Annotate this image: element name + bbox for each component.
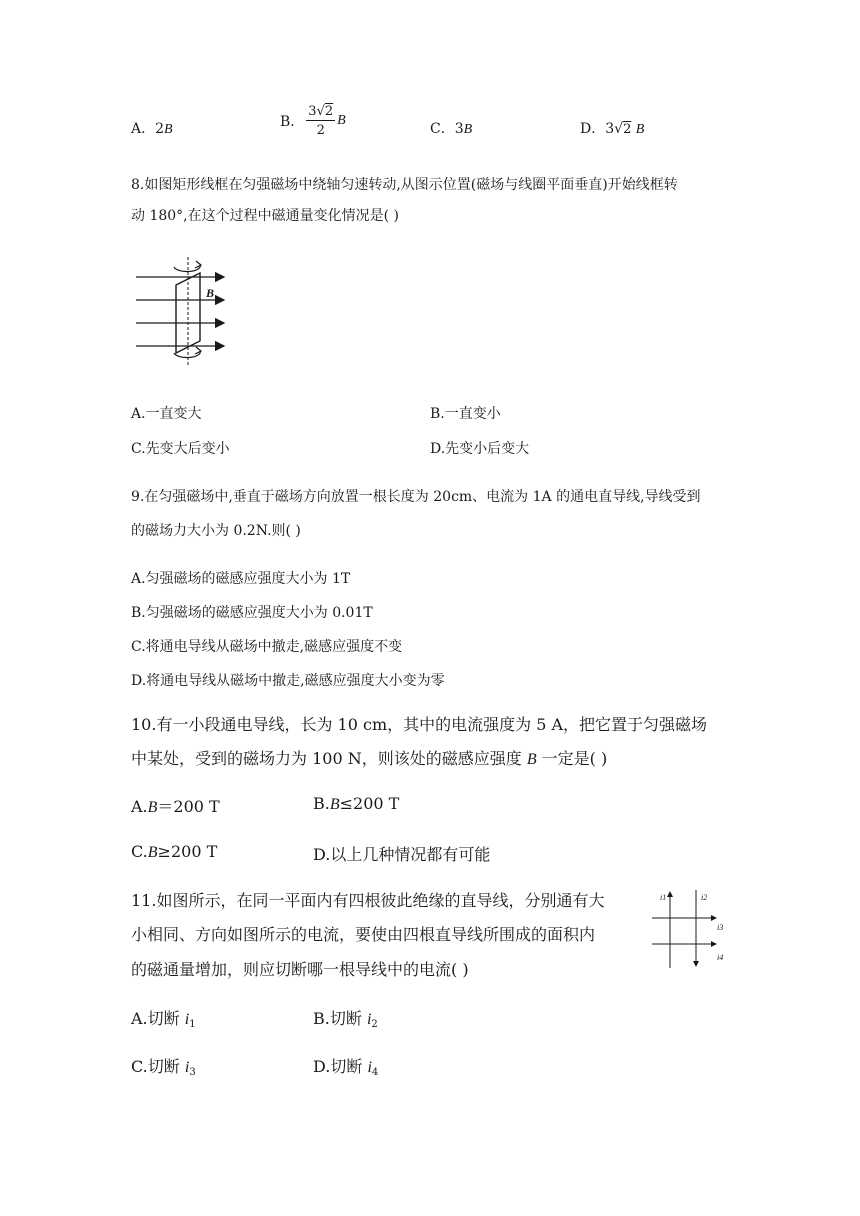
q10-option-b: B.B≤200 T: [313, 794, 400, 813]
q11-stem-line2: 小相同、方向如图所示的电流，要使由四根直导线所围成的面积内: [131, 925, 596, 944]
label-i3: i3: [717, 923, 724, 932]
q11-option-c: C.切断 $i_3$: [131, 1057, 196, 1078]
q8-option-a: A.一直变大: [131, 406, 202, 422]
q10-option-a: A.B＝200 T: [131, 797, 220, 816]
q10-option-d: D.以上几种情况都有可能: [313, 845, 491, 864]
q8-option-b: B.一直变小: [430, 406, 501, 422]
q11-four-wires-figure: [650, 888, 735, 970]
q9-option-a: A.匀强磁场的磁感应强度大小为 1T: [131, 571, 351, 587]
label-i4: i4: [717, 953, 724, 962]
q9-option-b: B.匀强磁场的磁感应强度大小为 0.01T: [131, 605, 373, 621]
q9-option-c: C.将通电导线从磁场中撤走,磁感应强度不变: [131, 639, 403, 655]
q10-stem-line2: 中某处，受到的磁场力为 100 N，则该处的磁感应强度 B 一定是( ): [131, 749, 608, 768]
q7-option-d: D．3√2 B: [580, 121, 645, 137]
q10-option-c: C.B≥200 T: [131, 842, 218, 861]
label-i1: i1: [660, 893, 667, 902]
q8-rotating-coil-figure: [134, 255, 234, 370]
field-label-b: B: [206, 286, 215, 300]
q9-stem-line2: 的磁场力大小为 0.2N.则( ): [131, 523, 301, 539]
q9-option-d: D.将通电导线从磁场中撤走,磁感应强度大小变为零: [131, 673, 445, 689]
q8-stem-line1: 8.如图矩形线框在匀强磁场中绕轴匀速转动,从图示位置(磁场与线圈平面垂直)开始线框转: [131, 177, 678, 193]
q11-option-a: A.切断 $i_1$: [131, 1009, 196, 1030]
rotation-arrow-top: [174, 265, 200, 272]
q9-stem-line1: 9.在匀强磁场中,垂直于磁场方向放置一根长度为 20cm、电流为 1A 的通电直导线,导线受到: [131, 489, 701, 505]
label-i2: i2: [701, 893, 708, 902]
q7-option-c: C．3B: [430, 121, 473, 137]
q10-stem-line1: 10.有一小段通电导线，长为 10 cm，其中的电流强度为 5 A，把它置于匀强磁场: [131, 715, 708, 734]
q8-stem-line2: 动 180°,在这个过程中磁通量变化情况是( ): [131, 208, 399, 224]
q8-option-c: C.先变大后变小: [131, 441, 230, 457]
q11-stem-line3: 的磁通量增加，则应切断哪一根导线中的电流( ): [131, 960, 469, 979]
q8-option-d: D.先变小后变大: [430, 441, 530, 457]
q11-stem-line1: 11.如图所示，在同一平面内有四根彼此绝缘的直导线，分别通有大: [131, 891, 605, 910]
q11-option-d: D.切断 $i_4$: [313, 1057, 379, 1078]
q11-option-b: B.切断 $i_2$: [313, 1009, 378, 1030]
q7-option-a: A．2B: [131, 121, 173, 137]
q7-option-b: B． $\frac{3√2}{2}$ B: [280, 104, 346, 138]
